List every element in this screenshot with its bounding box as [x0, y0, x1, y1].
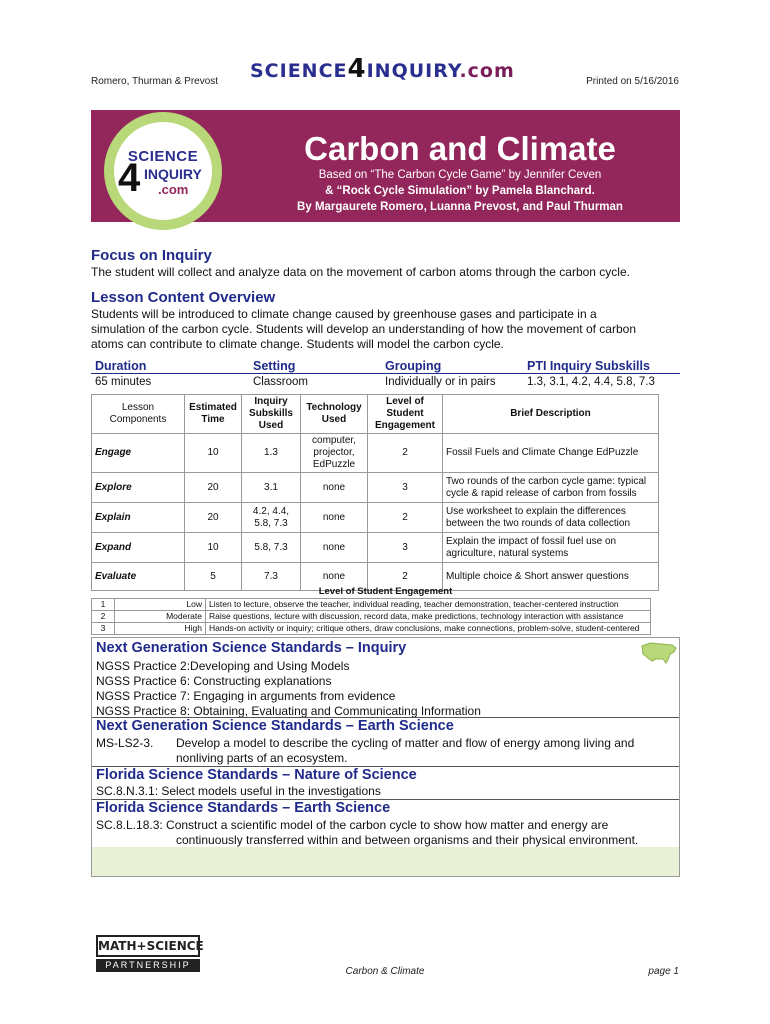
fl-earth-line-2: continuously transferred within and between organisms and their physical environment.	[176, 833, 639, 847]
component-desc: Use worksheet to explain the differences between the two rounds of data collection	[443, 503, 659, 533]
col-header: Lesson Components	[92, 395, 185, 434]
component-subskills: 3.1	[242, 473, 301, 503]
footer-title: Carbon & Climate	[345, 966, 425, 977]
col-header: Inquiry Subskills Used	[242, 395, 301, 434]
table-row	[92, 533, 659, 563]
site-logo-four: 4	[347, 54, 367, 84]
component-desc: Two rounds of the carbon cycle game: typical cycle & rapid release of carbon from fossils	[443, 473, 659, 503]
banner-logo-science: SCIENCE	[127, 148, 199, 165]
list-item: NGSS Practice 6: Constructing explanations	[96, 674, 332, 688]
component-subskills: 1.3	[242, 434, 301, 473]
list-item: NGSS Practice 8: Obtaining, Evaluating and Communicating Information	[96, 704, 481, 718]
component-name: Engage	[92, 434, 185, 473]
page-number: page 1	[648, 966, 679, 977]
component-time: 20	[185, 503, 242, 533]
engagement-label: Low	[115, 599, 206, 611]
table-row	[92, 599, 651, 611]
engagement-table	[91, 598, 651, 635]
summary-header-subskills: PTI Inquiry Subskills	[523, 358, 680, 374]
ngss-inquiry-list	[96, 659, 481, 719]
component-level: 3	[368, 473, 443, 503]
banner-sub-line-3: By Margaurete Romero, Luanna Prevost, and Paul Thurman	[297, 201, 623, 213]
col-header: Level of Student Engagement	[368, 395, 443, 434]
summary-header-grouping: Grouping	[381, 358, 523, 374]
banner-sub-line-1: Based on “The Carbon Cycle Game” by Jennifer Ceven	[318, 169, 602, 181]
component-time: 20	[185, 473, 242, 503]
fl-nature-text: SC.8.N.3.1: Select models useful in the investigations	[96, 784, 381, 798]
engagement-level: 3	[92, 623, 115, 635]
banner-subtitle	[240, 167, 680, 215]
col-header: Technology Used	[301, 395, 368, 434]
col-header: Estimated Time	[185, 395, 242, 434]
overview-line: simulation of the carbon cycle. Students will develop an understanding of how the movement of carbon	[91, 322, 636, 336]
engagement-desc: Hands-on activity or inquiry; critique others, draw conclusions, make connections, problem-solve, student-centered	[206, 623, 651, 635]
overview-line: atoms can contribute to climate change. Students will model the carbon cycle.	[91, 337, 504, 351]
page-title: Carbon and Climate	[304, 130, 616, 167]
component-time: 10	[185, 434, 242, 473]
banner-logo-com: .com	[158, 182, 189, 197]
table-row	[92, 503, 659, 533]
site-logo-com: .com	[459, 60, 515, 82]
fl-earth-line-1: SC.8.L.18.3: Construct a scientific model of the carbon cycle to show how matter and energy are	[96, 818, 609, 832]
overview-line: Students will be introduced to climate change caused by greenhouse gases and participate in a	[91, 307, 597, 321]
fl-earth-heading: Florida Science Standards – Earth Science	[96, 800, 391, 816]
summary-grouping: Individually or in pairs	[385, 375, 496, 388]
component-tech: none	[301, 503, 368, 533]
ngss-inquiry-heading: Next Generation Science Standards – Inquiry	[96, 640, 407, 656]
site-logo-science: SCIENCE	[250, 60, 348, 82]
banner-sub-line-2: & “Rock Cycle Simulation” by Pamela Blanchard.	[325, 185, 595, 197]
summary-table	[91, 358, 680, 389]
component-name: Evaluate	[92, 563, 185, 591]
component-subskills: 7.3	[242, 563, 301, 591]
summary-header-duration: Duration	[91, 358, 249, 374]
engagement-heading: Level of Student Engagement	[318, 586, 453, 597]
component-tech: none	[301, 563, 368, 591]
summary-duration: 65 minutes	[95, 375, 152, 388]
engagement-label: High	[115, 623, 206, 635]
list-item: NGSS Practice 2:Developing and Using Models	[96, 659, 350, 673]
banner-logo-inquiry: INQUIRY	[144, 166, 202, 182]
engagement-label: Moderate	[115, 611, 206, 623]
summary-header-setting: Setting	[249, 358, 381, 374]
banner-logo-four: 4	[118, 156, 141, 200]
component-level: 3	[368, 533, 443, 563]
overview-text	[91, 307, 680, 352]
fl-nature-heading: Florida Science Standards – Nature of Science	[96, 767, 417, 783]
component-time: 5	[185, 563, 242, 591]
component-tech: none	[301, 533, 368, 563]
component-tech: computer, projector, EdPuzzle	[301, 434, 368, 473]
engagement-desc: Listen to lecture, observe the teacher, individual reading, teacher demonstration, teacher-centered instruction	[206, 599, 651, 611]
site-logo-inquiry: INQUIRY	[366, 60, 460, 82]
component-name: Explain	[92, 503, 185, 533]
component-subskills: 5.8, 7.3	[242, 533, 301, 563]
summary-subskills: 1.3, 3.1, 4.2, 4.4, 5.8, 7.3	[527, 375, 655, 388]
component-level: 2	[368, 563, 443, 591]
list-item: NGSS Practice 7: Engaging in arguments from evidence	[96, 689, 396, 703]
ngss-earth-heading: Next Generation Science Standards – Earth Science	[96, 718, 454, 734]
component-tech: none	[301, 473, 368, 503]
component-level: 2	[368, 503, 443, 533]
component-level: 2	[368, 434, 443, 473]
table-row	[92, 623, 651, 635]
printed-date: Printed on 5/16/2016	[586, 76, 679, 87]
component-name: Expand	[92, 533, 185, 563]
ngss-earth-code: MS-LS2-3.	[96, 736, 154, 750]
banner-logo-circle	[104, 112, 222, 230]
engagement-desc: Raise questions, lecture with discussion, record data, make predictions, technology interaction with assistance	[206, 611, 651, 623]
table-row	[92, 473, 659, 503]
usa-map-icon	[640, 640, 678, 666]
ms-logo-bottom: PARTNERSHIP	[96, 959, 200, 972]
component-desc: Multiple choice & Short answer questions	[443, 563, 659, 591]
table-row	[92, 611, 651, 623]
component-subskills: 4.2, 4.4, 5.8, 7.3	[242, 503, 301, 533]
site-logo	[250, 54, 515, 84]
col-header: Brief Description	[443, 395, 659, 434]
table-row	[92, 434, 659, 473]
overview-heading: Lesson Content Overview	[91, 289, 276, 306]
engagement-level: 2	[92, 611, 115, 623]
header-authors: Romero, Thurman & Prevost	[91, 76, 219, 87]
component-desc: Fossil Fuels and Climate Change EdPuzzle	[443, 434, 659, 473]
ngss-earth-line-2: nonliving parts of an ecosystem.	[176, 751, 348, 765]
standards-footer-band	[92, 847, 679, 876]
components-table	[91, 394, 659, 591]
summary-setting: Classroom	[253, 375, 308, 388]
component-time: 10	[185, 533, 242, 563]
focus-text: The student will collect and analyze data on the movement of carbon atoms through the carbon cycle.	[91, 265, 630, 279]
ms-logo-top: MATH+SCIENCE	[96, 935, 200, 957]
component-desc: Explain the impact of fossil fuel use on agriculture, natural systems	[443, 533, 659, 563]
component-name: Explore	[92, 473, 185, 503]
ngss-earth-text	[176, 736, 634, 766]
focus-heading: Focus on Inquiry	[91, 247, 212, 264]
engagement-level: 1	[92, 599, 115, 611]
ngss-earth-line-1: Develop a model to describe the cycling of matter and flow of energy among living and	[176, 736, 635, 750]
